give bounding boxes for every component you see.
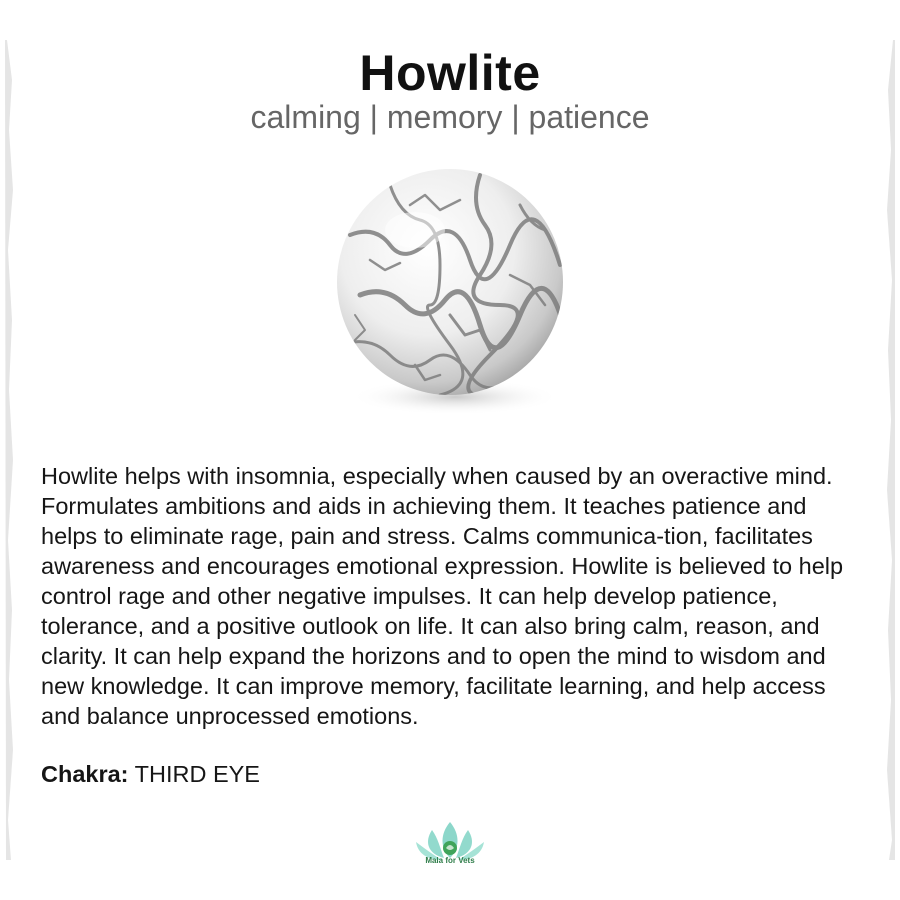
description-text: Howlite helps with insomnia, especially when caused by an overactive mind. Formulates ambitions and aids in achieving them. It teaches patience and helps to eliminate rage, pain and stress. Calms communica-tion, facilitates awareness and encourages emotional expression. Howlite is believed to help control rage and other negative impulses. It can help develop patience, tolerance, and a positive outlook on life. It can also bring calm, reason, and clarity. It can help expand the horizons and to open the mind to wisdom and new knowledge. It can improve memory, facilitate learning, and help access and balance unprocessed emotions. [41,463,844,729]
chakra-label: Chakra: [41,761,129,787]
right-border-decoration [884,40,896,860]
chakra-value: THIRD EYE [134,761,260,787]
page-subtitle: calming | memory | patience [250,99,650,135]
logo-text: Mala for Vets [425,856,475,865]
howlite-sphere-image [330,165,570,425]
page-title: Howlite [359,45,541,101]
chakra-line [41,761,260,788]
left-border-decoration [4,40,16,860]
